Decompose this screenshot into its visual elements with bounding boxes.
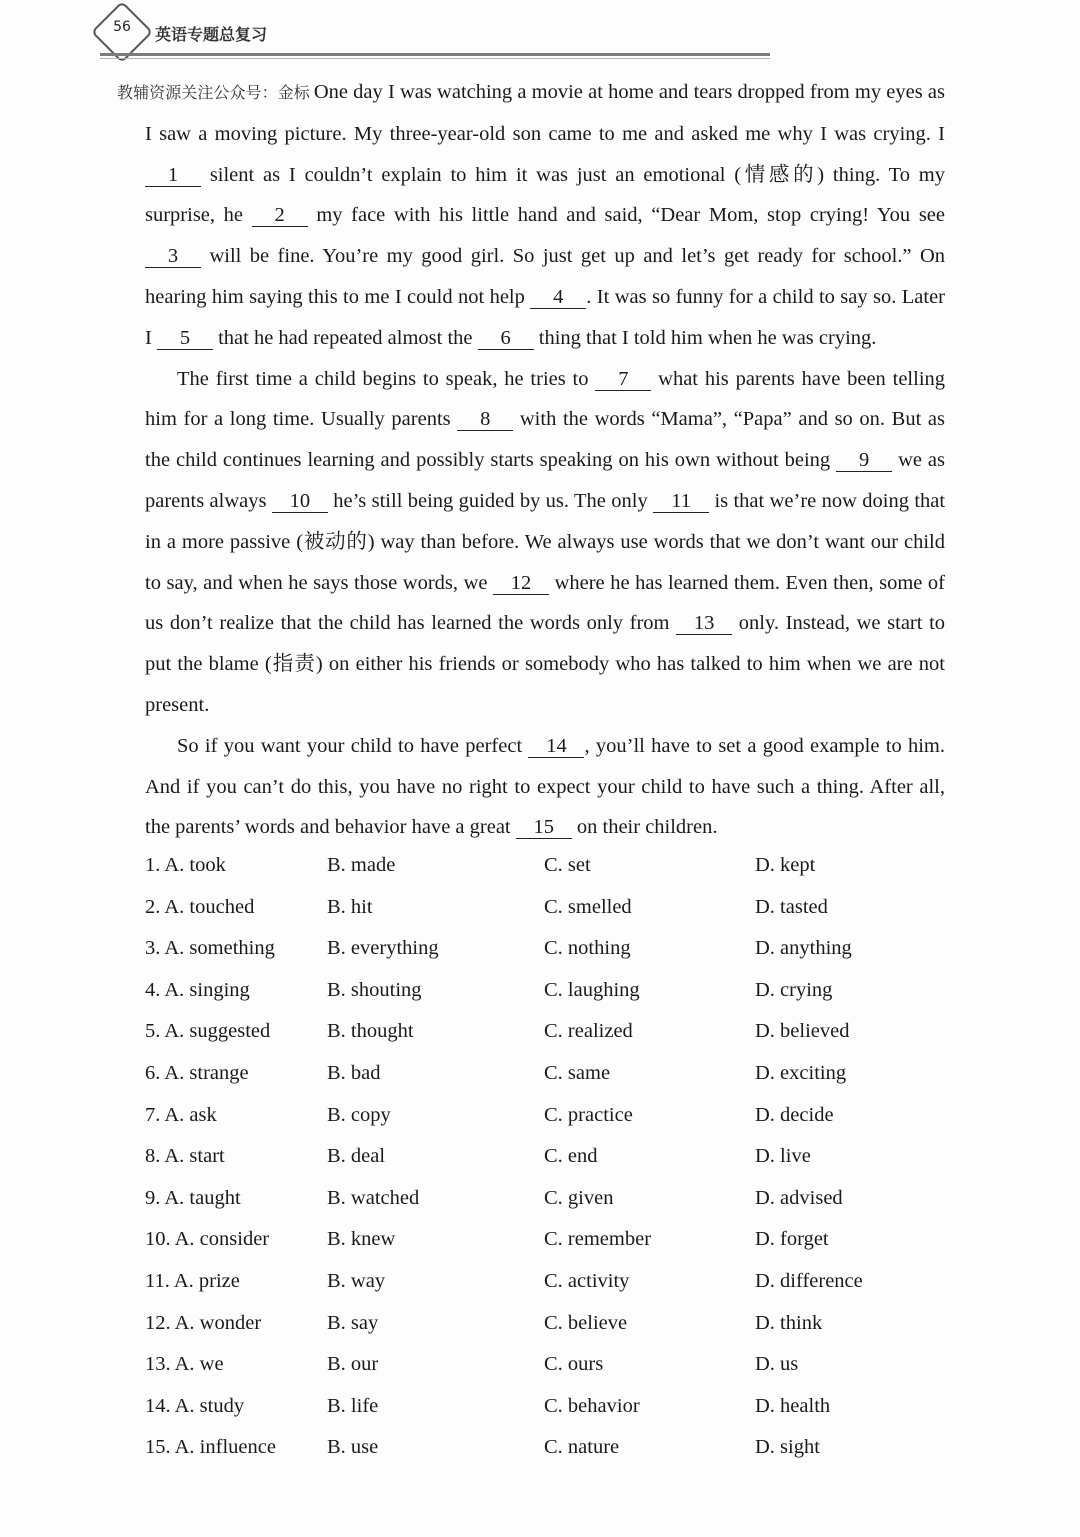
blank-6[interactable]: 6 — [478, 327, 534, 350]
option-d[interactable]: D. anything — [755, 937, 852, 960]
option-d[interactable]: D. sight — [755, 1436, 820, 1459]
option-a[interactable]: 9. A. taught — [145, 1186, 241, 1209]
page-header — [100, 8, 790, 64]
question-row — [145, 1262, 945, 1304]
option-d[interactable]: D. advised — [755, 1186, 843, 1209]
passage-text: with the words “Mama”, “Papa” and so on. But as the child continues learning and possibly starts speaking on his own without being — [145, 408, 945, 472]
passage-text: The first time a child begins to speak, he tries to — [177, 367, 589, 390]
option-b[interactable]: B. life — [327, 1394, 379, 1417]
passage-text: on their children. — [576, 816, 718, 839]
option-c[interactable]: C. nothing — [544, 937, 631, 960]
option-c[interactable]: C. believe — [544, 1311, 628, 1334]
option-c[interactable]: C. behavior — [544, 1394, 640, 1417]
option-a[interactable]: 6. A. strange — [145, 1061, 249, 1084]
option-b[interactable]: B. copy — [327, 1103, 391, 1126]
blank-14[interactable]: 14 — [528, 735, 584, 758]
option-d[interactable]: D. think — [755, 1311, 823, 1334]
header-divider-thin — [100, 58, 770, 59]
blank-3[interactable]: 3 — [145, 245, 201, 268]
paragraph-2 — [145, 359, 945, 726]
option-b[interactable]: B. knew — [327, 1228, 396, 1251]
paragraph-3 — [145, 726, 945, 848]
page-number: 56 — [113, 19, 131, 35]
option-a[interactable]: 10. A. consider — [145, 1228, 270, 1251]
question-row — [145, 1428, 945, 1470]
blank-12[interactable]: 12 — [493, 572, 549, 595]
blank-4[interactable]: 4 — [530, 286, 586, 309]
paragraph-1 — [117, 72, 946, 359]
option-a[interactable]: 12. A. wonder — [145, 1311, 262, 1334]
option-a[interactable]: 14. A. study — [145, 1394, 245, 1417]
option-d[interactable]: D. decide — [755, 1103, 834, 1126]
option-c[interactable]: C. realized — [544, 1020, 633, 1043]
passage-text: he’s still being guided by us. The only — [333, 489, 648, 512]
option-a[interactable]: 8. A. start — [145, 1145, 225, 1168]
blank-1[interactable]: 1 — [145, 164, 201, 187]
option-c[interactable]: C. remember — [544, 1228, 652, 1251]
answer-options — [145, 846, 945, 1470]
option-d[interactable]: D. difference — [755, 1269, 863, 1292]
question-row — [145, 888, 945, 930]
option-a[interactable]: 7. A. ask — [145, 1103, 217, 1126]
blank-5[interactable]: 5 — [157, 327, 213, 350]
option-c[interactable]: C. activity — [544, 1269, 630, 1292]
passage-text: silent as I couldn’t explain to him it was just an emotional (情感的) thing. To my surprise, he — [145, 163, 945, 227]
blank-2[interactable]: 2 — [252, 204, 308, 227]
option-c[interactable]: C. same — [544, 1061, 611, 1084]
option-a[interactable]: 5. A. suggested — [145, 1020, 271, 1043]
passage-text: is that we’re now doing that in a more passive (被动的) way than before. We always use words that we don’t want our child to say, and when he says those words, we — [145, 489, 946, 594]
option-d[interactable]: D. forget — [755, 1228, 829, 1251]
option-c[interactable]: C. given — [544, 1186, 614, 1209]
question-row — [145, 1345, 945, 1387]
question-row — [145, 846, 945, 888]
option-b[interactable]: B. shouting — [327, 978, 422, 1001]
option-a[interactable]: 11. A. prize — [145, 1269, 240, 1292]
option-d[interactable]: D. live — [755, 1145, 811, 1168]
option-a[interactable]: 13. A. we — [145, 1353, 224, 1376]
option-c[interactable]: C. laughing — [544, 978, 640, 1001]
question-row — [145, 1096, 945, 1138]
blank-13[interactable]: 13 — [676, 612, 732, 635]
cloze-passage — [117, 72, 946, 848]
question-row — [145, 929, 945, 971]
option-b[interactable]: B. deal — [327, 1145, 386, 1168]
option-d[interactable]: D. us — [755, 1353, 799, 1376]
passage-text: that he had repeated almost the — [218, 326, 473, 349]
option-b[interactable]: B. use — [327, 1436, 379, 1459]
option-c[interactable]: C. practice — [544, 1103, 633, 1126]
blank-11[interactable]: 11 — [653, 490, 709, 513]
option-c[interactable]: C. nature — [544, 1436, 620, 1459]
blank-9[interactable]: 9 — [836, 449, 892, 472]
passage-text: , you’ll have to set a good example to him. And if you can’t do this, you have no right to expect your child to have such a thing. After all, the parents’ words and behavior have a great — [145, 734, 946, 839]
question-row — [145, 971, 945, 1013]
option-b[interactable]: B. say — [327, 1311, 379, 1334]
option-b[interactable]: B. everything — [327, 937, 439, 960]
option-b[interactable]: B. hit — [327, 895, 373, 918]
option-b[interactable]: B. watched — [327, 1186, 420, 1209]
watermark: 教辅资源关注公众号：金标 — [117, 83, 310, 102]
passage-text: where he has learned them. Even then, some of us don’t realize that the child has learned the words only from — [145, 571, 946, 635]
question-row — [145, 1220, 945, 1262]
passage-text: thing that I told him when he was crying. — [538, 326, 877, 349]
blank-7[interactable]: 7 — [595, 368, 651, 391]
passage-text: One day I was watching a movie at home and tears dropped from my eyes as I saw a moving picture. My three-year-old son came to me and asked me why I was crying. I — [145, 81, 945, 145]
blank-8[interactable]: 8 — [457, 408, 513, 431]
question-row — [145, 1179, 945, 1221]
option-a[interactable]: 1. A. took — [145, 854, 226, 876]
option-a[interactable]: 15. A. influence — [145, 1436, 276, 1459]
option-b[interactable]: B. our — [327, 1353, 379, 1376]
option-d[interactable]: D. exciting — [755, 1061, 847, 1084]
question-row — [145, 1012, 945, 1054]
option-b[interactable]: B. made — [327, 854, 396, 876]
option-c[interactable]: C. end — [544, 1145, 598, 1168]
option-a[interactable]: 3. A. something — [145, 937, 275, 960]
passage-text: my face with his little hand and said, “Dear Mom, stop crying! You see — [316, 204, 946, 227]
blank-10[interactable]: 10 — [272, 490, 328, 513]
option-a[interactable]: 4. A. singing — [145, 978, 250, 1001]
passage-text: only. Instead, we start to put the blame (指责) on either his friends or somebody who has talked to him when we are not present. — [145, 612, 946, 716]
option-d[interactable]: D. tasted — [755, 895, 828, 918]
passage-text: . It was so funny for a child to say so. Later I — [145, 285, 945, 349]
passage-text: what his parents have been telling him for a long time. Usually parents — [145, 367, 946, 431]
option-b[interactable]: B. bad — [327, 1061, 381, 1084]
option-b[interactable]: B. thought — [327, 1020, 414, 1043]
blank-15[interactable]: 15 — [516, 816, 572, 839]
option-c[interactable]: C. smelled — [544, 895, 632, 918]
option-d[interactable]: D. believed — [755, 1020, 850, 1043]
passage-text: we as parents always — [145, 449, 945, 512]
option-d[interactable]: D. health — [755, 1394, 831, 1417]
passage-text: will be fine. You’re my good girl. So just get up and let’s get ready for school.” On hearing him saying this to me I could not help — [145, 245, 945, 308]
option-c[interactable]: C. ours — [544, 1353, 604, 1376]
book-title: 英语专题总复习 — [155, 25, 268, 44]
option-b[interactable]: B. way — [327, 1269, 386, 1292]
question-row — [145, 1387, 945, 1429]
header-divider — [100, 53, 770, 56]
option-d[interactable]: D. crying — [755, 978, 833, 1001]
question-row — [145, 1304, 945, 1346]
passage-text: So if you want your child to have perfect — [177, 734, 523, 757]
option-a[interactable]: 2. A. touched — [145, 895, 255, 918]
option-d[interactable]: D. kept — [755, 854, 816, 876]
question-row — [145, 1054, 945, 1096]
option-c[interactable]: C. set — [544, 854, 591, 876]
question-row — [145, 1137, 945, 1179]
